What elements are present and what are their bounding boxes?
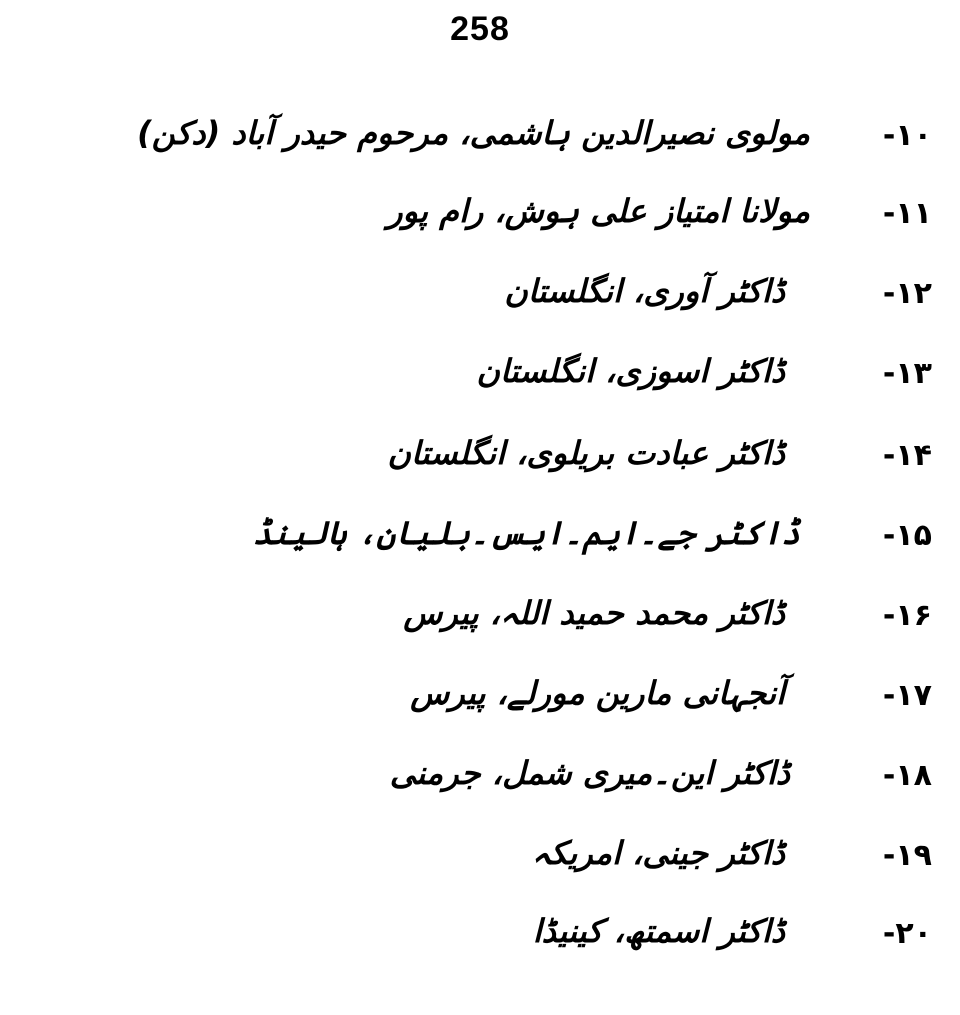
entry-number: -۱۱ [882,196,932,231]
list-item [0,750,960,814]
entry-number: -۲۰ [882,916,932,951]
entry-text: ڈاکٹر اسوزی، انگلستان [476,352,785,390]
list-item [0,670,960,734]
entry-number: -۱۵ [882,518,932,553]
entry-number: -۱۲ [882,276,932,311]
list-item [0,510,960,574]
list-item [0,430,960,494]
entry-number: -۱۷ [882,678,932,713]
entry-text: ڈاکٹر عبادت بریلوی، انگلستان [387,434,785,472]
entry-number: -۱۶ [882,598,932,633]
entry-text: مولوی نصیرالدین ہاشمی، مرحوم حیدر آباد (دکن) [137,114,810,152]
list-item [0,110,960,174]
entry-number: -۱۹ [882,838,932,873]
entry-text: ڈاکٹر جینی، امریکہ [531,834,785,872]
entry-list [0,100,960,1000]
list-item [0,188,960,252]
entry-text: ڈاکٹر محمد حمید اللہ، پیرس [403,594,785,632]
entry-text: ڈاکٹر این۔میری شمل، جرمنی [389,754,790,792]
page-number: 258 [450,10,510,48]
entry-number: -۱۸ [882,758,932,793]
entry-text: ڈاکٹر اسمتھ، کینیڈا [532,912,785,950]
entry-number: -۱۰ [882,118,932,153]
entry-text: ڈاکٹر جے۔ایم۔ایس۔بلیان، ہالینڈ [252,514,800,552]
entry-number: -۱۳ [882,356,932,391]
entry-text: آنجہانی مارین مورلے، پیرس [410,674,785,712]
list-item [0,908,960,972]
entry-text: ڈاکٹر آوری، انگلستان [504,272,785,310]
list-item [0,590,960,654]
list-item [0,348,960,412]
list-item [0,830,960,894]
list-item [0,268,960,332]
entry-number: -۱۴ [882,438,932,473]
entry-text: مولانا امتیاز علی ہوش، رام پور [387,192,810,230]
